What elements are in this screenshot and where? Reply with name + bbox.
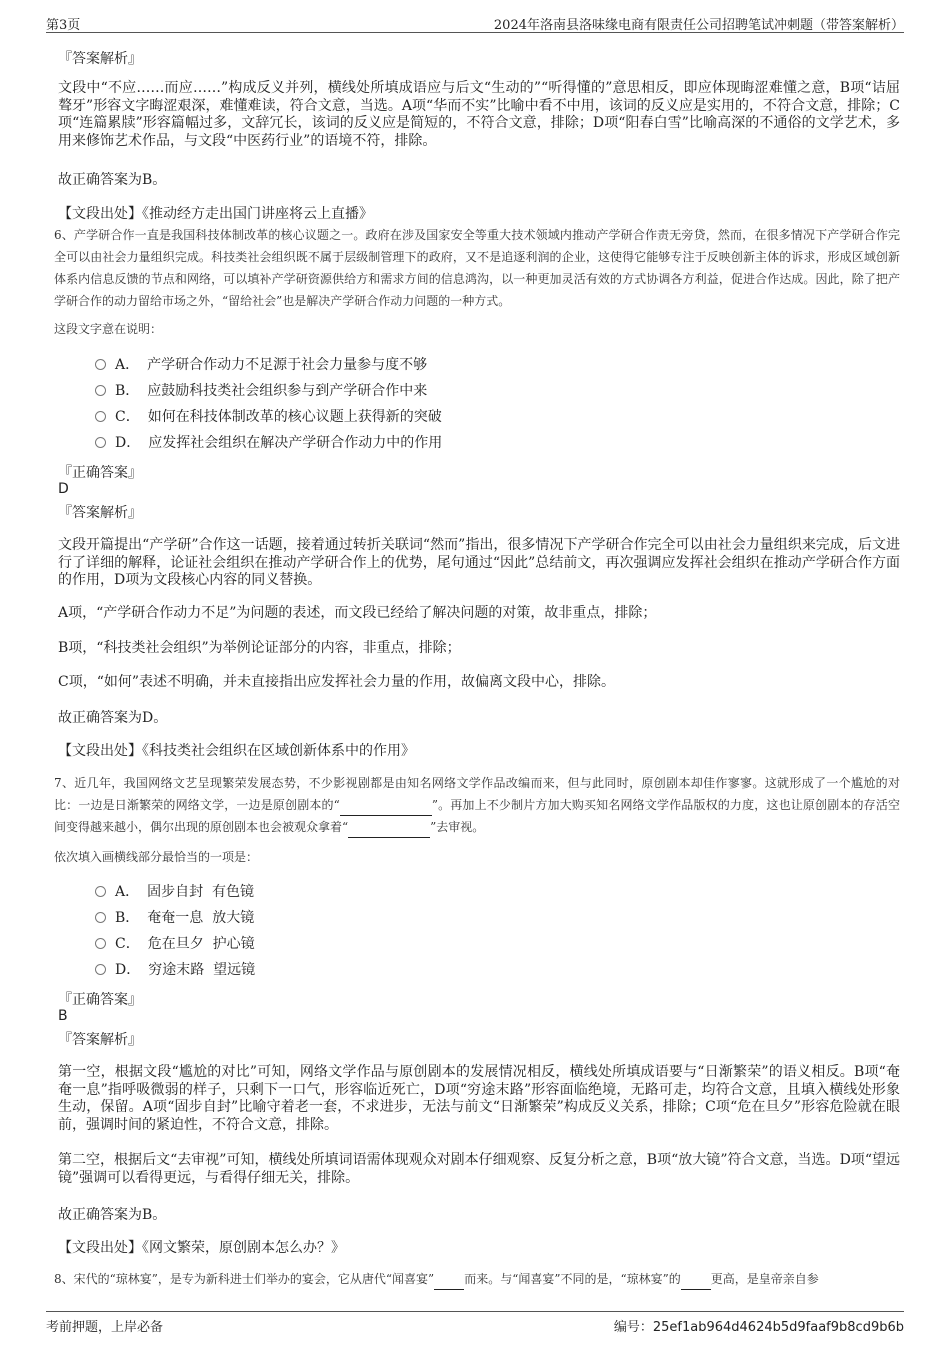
q7-answer: B — [58, 1008, 68, 1024]
q6-analysis-a: A项，“产学研合作动力不足”为问题的表述，而文段已经给了解决问题的对策，故非重点，排除； — [58, 605, 657, 621]
q6-analysis-b: B项，“科技类社会组织”为举例论证部分的内容，非重点，排除； — [58, 640, 461, 656]
q6-conclusion: 故正确答案为D。 — [58, 710, 168, 726]
q7-option-c[interactable]: C． 危在旦夕 护心镜 — [95, 934, 255, 954]
q7-blank-2 — [348, 824, 430, 838]
radio-icon[interactable] — [95, 437, 106, 448]
page-number: 第3页 — [46, 18, 81, 33]
q6-prompt: 这段文字意在说明： — [54, 322, 163, 336]
page-header — [46, 12, 904, 33]
q8-blank-1 — [434, 1276, 464, 1290]
q5-source: 【文段出处】《推动经方走出国门讲座将云上直播》 — [58, 206, 373, 222]
radio-icon[interactable] — [95, 886, 106, 897]
q6-option-a[interactable]: A． 产学研合作动力不足源于社会力量参与度不够 — [95, 355, 427, 375]
q7-option-b[interactable]: B． 奄奄一息 放大镜 — [95, 908, 254, 928]
q7-stem: 7、近几年，我国网络文艺呈现繁荣发展态势，不少影视剧都是由知名网络文学作品改编而来，但与此同时，原创剧本却佳作寥寥。这就形成了一个尴尬的对比：一边是日渐繁荣的网络文学，一边是原创剧本的“ ”。再加上不少制片方加大购买知名网络文学作品版权的力度，这也让原创剧本的存活空间变得越来越小，偶尔出现的原创剧本也会被观众拿着“ ”去审视。 — [54, 772, 900, 838]
document-code: 编号：25ef1ab964d4624b5d9faaf9b8cd9b6b — [613, 1320, 904, 1335]
q7-option-d[interactable]: D． 穷途末路 望远镜 — [95, 960, 255, 980]
radio-icon[interactable] — [95, 964, 106, 975]
footer-slogan: 考前押题，上岸必备 — [46, 1320, 164, 1335]
radio-icon[interactable] — [95, 938, 106, 949]
q7-blank-1 — [340, 802, 432, 816]
page-footer — [46, 1311, 904, 1336]
q6-source: 【文段出处】《科技类社会组织在区域创新体系中的作用》 — [58, 743, 415, 759]
q6-analysis: 文段开篇提出“产学研”合作这一话题，接着通过转折关联词“然而”指出，很多情况下产学研合作完全可以由社会力量组织来完成，后文进行了详细的解释，论证社会组织在推动产学研合作上的优势，尾句通过“因此”总结前文，再次强调应发挥社会组织在推动产学研合作方面的作用，D项为文段核心内容的同义替换。 — [58, 537, 900, 588]
q6-stem: 6、产学研合作一直是我国科技体制改革的核心议题之一。政府在涉及国家安全等重大技术领域内推动产学研合作责无旁贷，然而，在很多情况下产学研合作完全可以由社会力量组织完成。科技类社会组织既不属于层级制管理下的政府，又不是追逐利润的企业，这使得它能够专注于反映创新主体的诉求，形成区域创新体系内信息反馈的节点和网络，可以填补产学研资源供给方和需求方间的信息鸿沟，以一种更加灵活有效的方式协调各方利益，促进合作达成。因此，除了把产学研合作的动力留给市场之外，“留给社会”也是解决产学研合作动力问题的一种方式。 — [54, 228, 900, 308]
q6-option-b[interactable]: B． 应鼓励科技类社会组织参与到产学研合作中来 — [95, 381, 427, 401]
q7-prompt: 依次填入画横线部分最恰当的一项是： — [54, 850, 259, 864]
radio-icon[interactable] — [95, 912, 106, 923]
q7-conclusion: 故正确答案为B。 — [58, 1207, 167, 1223]
q7-option-a[interactable]: A． 固步自封 有色镜 — [95, 882, 254, 902]
q6-option-d[interactable]: D． 应发挥社会组织在解决产学研合作动力中的作用 — [95, 433, 442, 453]
radio-icon[interactable] — [95, 385, 106, 396]
q5-analysis-label: 『答案解析』 — [58, 51, 142, 67]
q7-source: 【文段出处】《网文繁荣，原创剧本怎么办？》 — [58, 1240, 345, 1256]
q7-analysis-2: 第二空，根据后文“去审视”可知，横线处所填词语需体现观众对剧本仔细观察、反复分析之意，B项“放大镜”符合文意，当选。D项“望远镜”强调可以看得更远，与看得仔细无关，排除。 — [58, 1152, 900, 1186]
q6-answer: D — [58, 481, 69, 497]
radio-icon[interactable] — [95, 411, 106, 422]
q7-analysis-1: 第一空，根据文段“尴尬的对比”可知，网络文学作品与原创剧本的发展情况相反，横线处所填成语要与“日渐繁荣”的语义相反。B项“奄奄一息”指呼吸微弱的样子，只剩下一口气，形容临近死亡，D项“穷途末路”形容面临绝境，无路可走，均符合文意，且填入横线处形象生动，保留。A项“固步自封”比喻守着老一套，不求进步，无法与前文“日渐繁荣”构成反义关系，排除；C项“危在旦夕”形容危险就在眼前，强调时间的紧迫性，不符合文意，排除。 — [58, 1064, 900, 1133]
radio-icon[interactable] — [95, 359, 106, 370]
document-title: 2024年洛南县洛味缘电商有限责任公司招聘笔试冲刺题（带答案解析） — [493, 18, 904, 33]
q5-conclusion: 故正确答案为B。 — [58, 172, 167, 188]
q7-analysis-label: 『答案解析』 — [58, 1032, 142, 1048]
q5-analysis: 文段中“不应……而应……”构成反义并列，横线处所填成语应与后文“生动的”“听得懂的”意思相反，即应体现晦涩难懂之意，B项“诘屈聱牙”形容文字晦涩艰深，难懂难读，符合文意，当选。A项“华而不实”比喻中看不中用，该词的反义应是实用的，不符合文意，排除；C项“连篇累牍”形容篇幅过多，文辞冗长，该词的反义应是简短的，不符合文意，排除；D项“阳春白雪”比喻高深的不通俗的文学艺术，多用来修饰艺术作品，与文段“中医药行业”的语境不符，排除。 — [58, 80, 900, 149]
q8-blank-2 — [681, 1276, 711, 1290]
q6-analysis-label: 『答案解析』 — [58, 505, 142, 521]
q6-analysis-c: C项，“如何”表述不明确，并未直接指出应发挥社会力量的作用，故偏离文段中心，排除。 — [58, 674, 616, 690]
q6-answer-label: 『正确答案』 — [58, 465, 142, 481]
q6-option-c[interactable]: C． 如何在科技体制改革的核心议题上获得新的突破 — [95, 407, 442, 427]
q8-stem: 8、宋代的“琼林宴”，是专为新科进士们举办的宴会，它从唐代“闻喜宴” 而来。与“闻喜宴”不同的是，“琼林宴”的 更高，是皇帝亲自参 — [54, 1268, 900, 1290]
q7-answer-label: 『正确答案』 — [58, 992, 142, 1008]
